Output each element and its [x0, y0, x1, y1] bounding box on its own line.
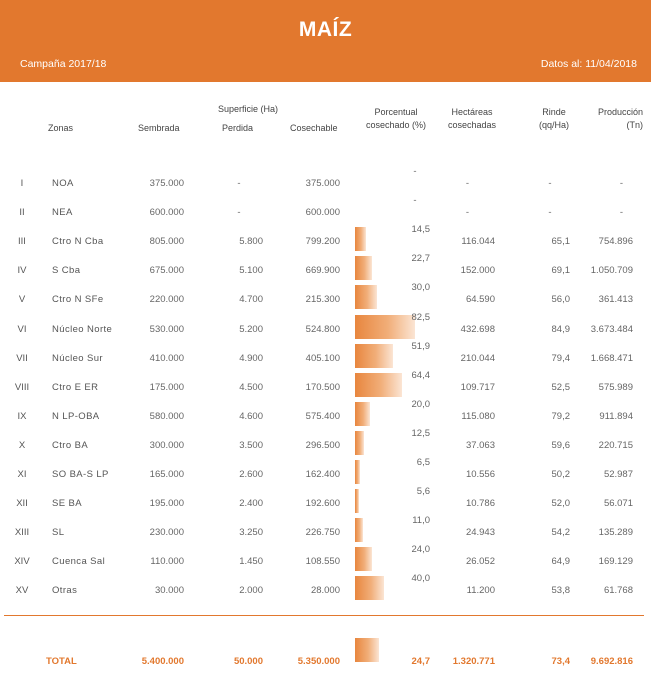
- row-pct-cosechado: 14,5: [411, 224, 430, 235]
- row-perdida: 2.400: [239, 498, 263, 509]
- row-cosechable: 192.600: [305, 498, 340, 509]
- row-hectareas: 11.200: [466, 585, 495, 596]
- row-hectareas: 152.000: [460, 265, 495, 276]
- row-zone-name: Ctro E ER: [52, 382, 99, 393]
- row-hectareas: 26.052: [465, 556, 495, 567]
- row-cosechable: 296.500: [305, 440, 340, 451]
- row-sembrada: 195.000: [149, 498, 184, 509]
- data-date-label: Datos al: 11/04/2018: [540, 58, 637, 70]
- row-sembrada: 110.000: [150, 556, 184, 567]
- row-progress-bar: [355, 576, 384, 600]
- total-rinde: 73,4: [551, 656, 570, 667]
- row-pct-cosechado: 20,0: [411, 399, 430, 410]
- total-cosechable: 5.350.000: [297, 656, 340, 667]
- row-produccion: 169.129: [598, 556, 633, 567]
- row-perdida: 5.100: [239, 265, 263, 276]
- report-header: [0, 0, 651, 82]
- total-perdida: 50.000: [233, 656, 263, 667]
- row-zone-name: Ctro N Cba: [52, 236, 104, 247]
- col-zonas: Zonas: [48, 123, 74, 133]
- total-divider: [4, 615, 644, 616]
- col-sembrada: Sembrada: [138, 123, 180, 133]
- row-perdida: 2.000: [239, 585, 263, 596]
- col-hectareas-2: cosechadas: [447, 120, 497, 130]
- row-zone-name: Cuenca Sal: [52, 556, 106, 567]
- row-rinde: 69,1: [551, 265, 570, 276]
- row-sembrada: 30.000: [154, 585, 184, 596]
- row-hectareas: -: [465, 178, 470, 189]
- row-hectareas: 210.044: [460, 353, 495, 364]
- row-cosechable: 524.800: [305, 324, 340, 335]
- row-pct-cosechado: 24,0: [411, 544, 430, 555]
- row-progress-bar: [355, 285, 377, 309]
- row-zone-number: I: [20, 178, 24, 189]
- row-rinde: 56,0: [551, 294, 570, 305]
- row-zone-number: XV: [15, 585, 29, 596]
- row-zone-name: Ctro N SFe: [52, 294, 104, 305]
- row-pct-cosechado: 51,9: [411, 341, 430, 352]
- row-pct-cosechado: 82,5: [411, 312, 430, 323]
- row-sembrada: 165.000: [149, 469, 184, 480]
- col-produccion-1: Producción: [597, 107, 643, 117]
- row-sembrada: 805.000: [149, 236, 184, 247]
- total-produccion: 9.692.816: [590, 656, 633, 667]
- total-sembrada: 5.400.000: [141, 656, 184, 667]
- row-zone-name: Ctro BA: [52, 440, 89, 451]
- col-porcentual-2: cosechado (%): [365, 120, 427, 130]
- row-produccion: 361.413: [598, 294, 633, 305]
- row-rinde: 59,6: [551, 440, 570, 451]
- row-zone-name: Núcleo Norte: [52, 324, 113, 335]
- col-hectareas-1: Hectáreas: [451, 107, 493, 117]
- row-pct-cosechado: 30,0: [411, 282, 430, 293]
- row-hectareas: 10.556: [465, 469, 495, 480]
- row-zone-name: N LP-OBA: [52, 411, 100, 422]
- row-cosechable: 28.000: [310, 585, 340, 596]
- row-progress-bar: [355, 547, 372, 571]
- row-produccion: 911.894: [599, 411, 633, 422]
- row-zone-name: NEA: [52, 207, 73, 218]
- row-pct-cosechado: 22,7: [411, 253, 430, 264]
- row-produccion: 56.071: [603, 498, 633, 509]
- row-zone-name: S Cba: [52, 265, 81, 276]
- row-zone-number: X: [18, 440, 26, 451]
- row-zone-number: VII: [16, 353, 28, 364]
- row-hectareas: 116.044: [461, 236, 495, 247]
- row-produccion: -: [619, 178, 623, 189]
- row-hectareas: 24.943: [465, 527, 495, 538]
- row-cosechable: 226.750: [305, 527, 340, 538]
- campaign-label: Campaña 2017/18: [20, 58, 107, 70]
- row-rinde: 84,9: [551, 324, 570, 335]
- report-title: MAÍZ: [298, 18, 353, 41]
- row-progress-bar: [355, 431, 364, 455]
- row-rinde: 64,9: [551, 556, 570, 567]
- row-produccion: 52.987: [603, 469, 633, 480]
- row-sembrada: 220.000: [149, 294, 184, 305]
- row-zone-number: VI: [17, 324, 27, 335]
- row-pct-cosechado: 5,6: [416, 486, 430, 497]
- row-produccion: 1.668.471: [590, 353, 633, 364]
- row-pct-cosechado: 11,0: [412, 515, 430, 526]
- row-hectareas: 64.590: [465, 294, 495, 305]
- row-progress-bar: [355, 402, 370, 426]
- row-hectareas: 10.786: [465, 498, 495, 509]
- row-progress-bar: [355, 227, 366, 251]
- row-perdida: 1.450: [239, 556, 263, 567]
- col-perdida: Perdida: [222, 123, 254, 133]
- row-zone-number: III: [18, 236, 26, 247]
- col-rinde-2: (qq/Ha): [538, 120, 569, 130]
- row-zone-number: XI: [17, 469, 27, 480]
- row-hectareas: 37.063: [465, 440, 495, 451]
- row-cosechable: 375.000: [305, 178, 340, 189]
- row-sembrada: 580.000: [149, 411, 184, 422]
- row-produccion: 1.050.709: [590, 265, 633, 276]
- row-sembrada: 675.000: [149, 265, 184, 276]
- row-cosechable: 669.900: [305, 265, 340, 276]
- row-perdida: 5.200: [239, 324, 263, 335]
- row-sembrada: 300.000: [149, 440, 184, 451]
- row-progress-bar: [355, 460, 360, 484]
- row-zone-number: XIII: [14, 527, 30, 538]
- row-zone-name: SE BA: [52, 498, 82, 509]
- row-rinde: 53,8: [551, 585, 570, 596]
- row-pct-cosechado: 12,5: [411, 428, 430, 439]
- row-cosechable: 162.400: [305, 469, 340, 480]
- row-sembrada: 600.000: [149, 207, 184, 218]
- row-perdida: 4.700: [239, 294, 263, 305]
- row-sembrada: 375.000: [149, 178, 184, 189]
- row-produccion: -: [619, 207, 623, 218]
- row-pct-cosechado: 64,4: [411, 370, 430, 381]
- row-zone-number: IX: [17, 411, 27, 422]
- row-perdida: 4.900: [239, 353, 263, 364]
- row-cosechable: 170.500: [305, 382, 340, 393]
- row-rinde: 50,2: [551, 469, 570, 480]
- row-perdida: 5.800: [239, 236, 263, 247]
- row-pct-cosechado: -: [413, 195, 417, 206]
- row-zone-number: XIV: [14, 556, 30, 567]
- row-cosechable: 215.300: [305, 294, 340, 305]
- row-progress-bar: [355, 489, 359, 513]
- row-perdida: 3.500: [239, 440, 263, 451]
- row-hectareas: 109.717: [460, 382, 495, 393]
- total-hectareas: 1.320.771: [452, 656, 495, 667]
- row-rinde: 79,2: [551, 411, 570, 422]
- total-pct: 24,7: [411, 656, 430, 667]
- row-zone-number: II: [19, 207, 25, 218]
- row-rinde: -: [548, 178, 552, 189]
- row-zone-number: IV: [17, 265, 27, 276]
- row-cosechable: 575.400: [305, 411, 340, 422]
- total-label: TOTAL: [46, 656, 77, 667]
- row-progress-bar: [355, 518, 363, 542]
- row-rinde: 79,4: [551, 353, 570, 364]
- row-perdida: -: [237, 178, 241, 189]
- row-perdida: 4.600: [239, 411, 263, 422]
- row-zone-name: SL: [52, 527, 65, 538]
- col-cosechable: Cosechable: [290, 123, 338, 133]
- row-sembrada: 175.000: [149, 382, 184, 393]
- row-hectareas: 115.080: [461, 411, 495, 422]
- row-zone-number: VIII: [14, 382, 30, 393]
- row-sembrada: 230.000: [149, 527, 184, 538]
- row-produccion: 3.673.484: [590, 324, 633, 335]
- row-cosechable: 108.550: [305, 556, 340, 567]
- row-produccion: 220.715: [598, 440, 633, 451]
- row-pct-cosechado: 6,5: [416, 457, 430, 468]
- row-rinde: 54,2: [551, 527, 570, 538]
- row-zone-number: V: [18, 294, 26, 305]
- row-hectareas: 432.698: [460, 324, 495, 335]
- row-hectareas: -: [465, 207, 470, 218]
- row-produccion: 135.289: [598, 527, 633, 538]
- row-pct-cosechado: 40,0: [411, 573, 430, 584]
- row-sembrada: 530.000: [149, 324, 184, 335]
- row-produccion: 754.896: [598, 236, 633, 247]
- row-progress-bar: [355, 256, 372, 280]
- row-sembrada: 410.000: [149, 353, 184, 364]
- col-superficie: Superficie (Ha): [217, 104, 279, 114]
- row-zone-name: Otras: [52, 585, 78, 596]
- row-cosechable: 799.200: [305, 236, 340, 247]
- col-rinde-1: Rinde: [542, 107, 566, 117]
- row-perdida: 2.600: [239, 469, 263, 480]
- row-zone-name: NOA: [52, 178, 74, 189]
- total-progress-bar: [355, 638, 379, 662]
- row-cosechable: 600.000: [305, 207, 340, 218]
- row-perdida: 3.250: [239, 527, 263, 538]
- row-cosechable: 405.100: [305, 353, 340, 364]
- row-perdida: -: [237, 207, 241, 218]
- row-rinde: -: [548, 207, 552, 218]
- row-rinde: 52,5: [551, 382, 570, 393]
- row-zone-name: SO BA-S LP: [52, 469, 109, 480]
- col-porcentual-1: Porcentual: [374, 107, 418, 117]
- row-pct-cosechado: -: [413, 166, 417, 177]
- col-produccion-2: (Tn): [626, 120, 643, 130]
- row-produccion: 575.989: [598, 382, 633, 393]
- row-zone-number: XII: [16, 498, 28, 509]
- row-perdida: 4.500: [239, 382, 263, 393]
- row-rinde: 65,1: [551, 236, 570, 247]
- row-produccion: 61.768: [603, 585, 633, 596]
- row-zone-name: Núcleo Sur: [52, 353, 103, 364]
- row-rinde: 52,0: [551, 498, 570, 509]
